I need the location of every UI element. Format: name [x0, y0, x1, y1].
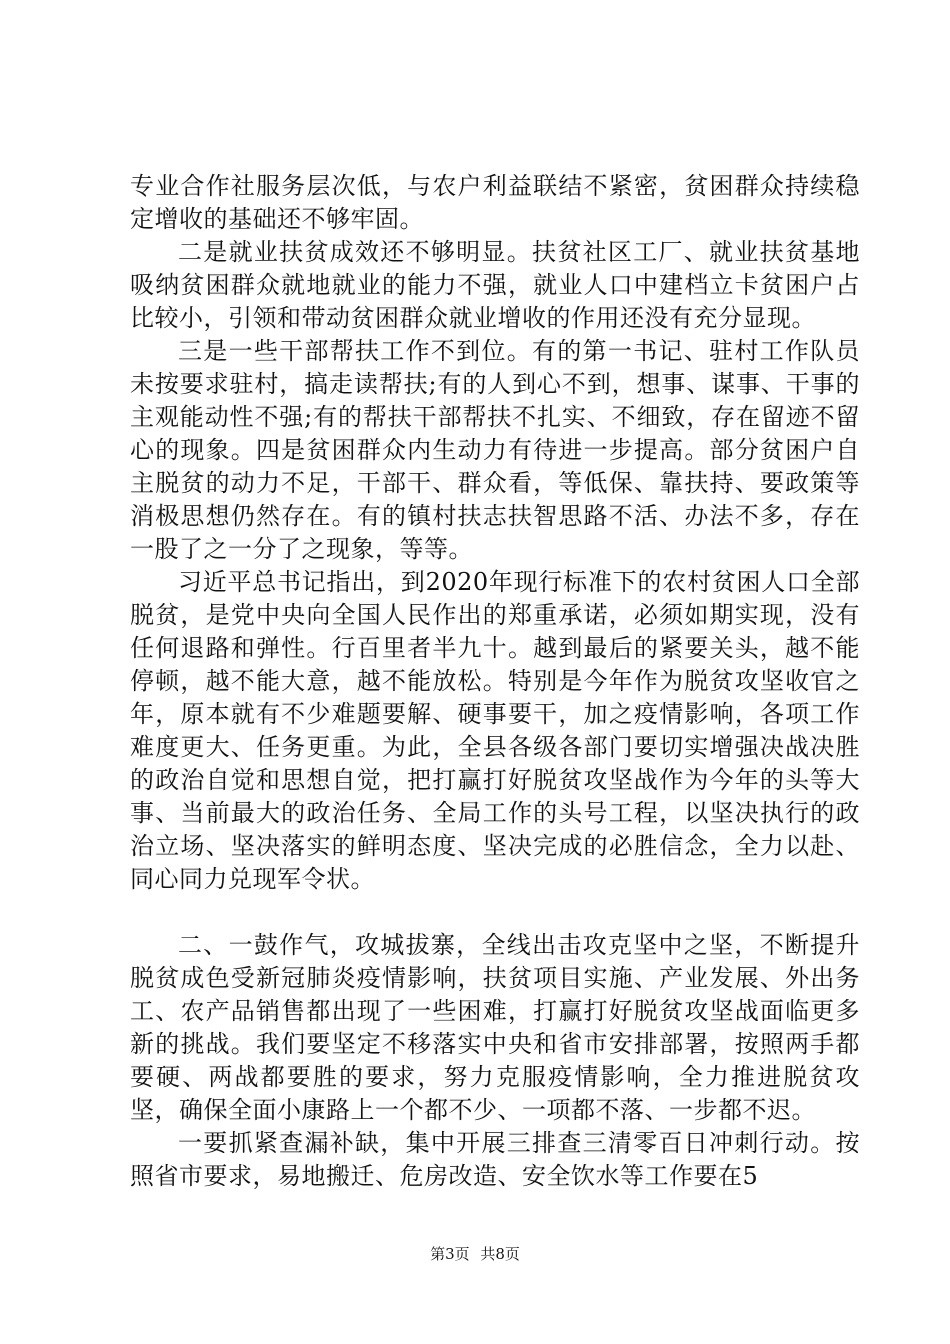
paragraph-section-two: 二、一鼓作气，攻城拔寨，全线出击攻克坚中之坚，不断提升脱贫成色受新冠肺炎疫情影响，扶贫项目实施、产业发展、外出务工、农产品销售都出现了一些困难，打赢打好脱贫攻坚战面临更多新的挑战。我们要坚定不移落实中央和省市安排部署，按照两手都要硬、两战都要胜的要求，努力克服疫情影响，全力推进脱贫攻坚，确保全面小康路上一个都不少、一项都不落、一步都不迟。	[130, 931, 860, 1124]
paragraph-check-and-fill: 一要抓紧查漏补缺，集中开展三排查三清零百日冲刺行动。按照省市要求，易地搬迁、危房改造、安全饮水等工作要在5	[130, 1129, 860, 1190]
document-body	[130, 170, 860, 1193]
paragraph-employment-poverty: 二是就业扶贫成效还不够明显。扶贫社区工厂、就业扶贫基地吸纳贫困群众就地就业的能力不强，就业人口中建档立卡贫困户占比较小，引领和带动贫困群众就业增收的作用还没有充分显现。	[130, 238, 860, 332]
paragraph-continuation: 专业合作社服务层次低，与农户利益联结不紧密，贫困群众持续稳定增收的基础还不够牢固。	[130, 172, 860, 233]
page-number: 第3页	[430, 1245, 470, 1263]
page-total: 共8页	[480, 1245, 520, 1263]
page-footer	[0, 1243, 950, 1264]
paragraph-xi-instruction: 习近平总书记指出，到2020年现行标准下的农村贫困人口全部脱贫，是党中央向全国人民作出的郑重承诺，必须如期实现，没有任何退路和弹性。行百里者半九十。越到最后的紧要关头，越不能停顿，越不能大意，越不能放松。特别是今年作为脱贫攻坚收官之年，原本就有不少难题要解、硬事要干，加之疫情影响，各项工作难度更大、任务更重。为此，全县各级各部门要切实增强决战决胜的政治自觉和思想自觉，把打赢打好脱贫攻坚战作为今年的头等大事、当前最大的政治任务、全局工作的头号工程，以坚决执行的政治立场、坚决落实的鲜明态度、坚决完成的必胜信念，全力以赴、同心同力兑现军令状。	[130, 568, 860, 893]
paragraph-cadre-assistance: 三是一些干部帮扶工作不到位。有的第一书记、驻村工作队员未按要求驻村，搞走读帮扶;有的人到心不到，想事、谋事、干事的主观能动性不强;有的帮扶干部帮扶不扎实、不细致，存在留迹不留心的现象。四是贫困群众内生动力有待进一步提高。部分贫困户自主脱贫的动力不足，干部干、群众看，等低保、靠扶持、要政策等消极思想仍然存在。有的镇村扶志扶智思路不活、办法不多，存在一股了之一分了之现象，等等。	[130, 337, 860, 563]
